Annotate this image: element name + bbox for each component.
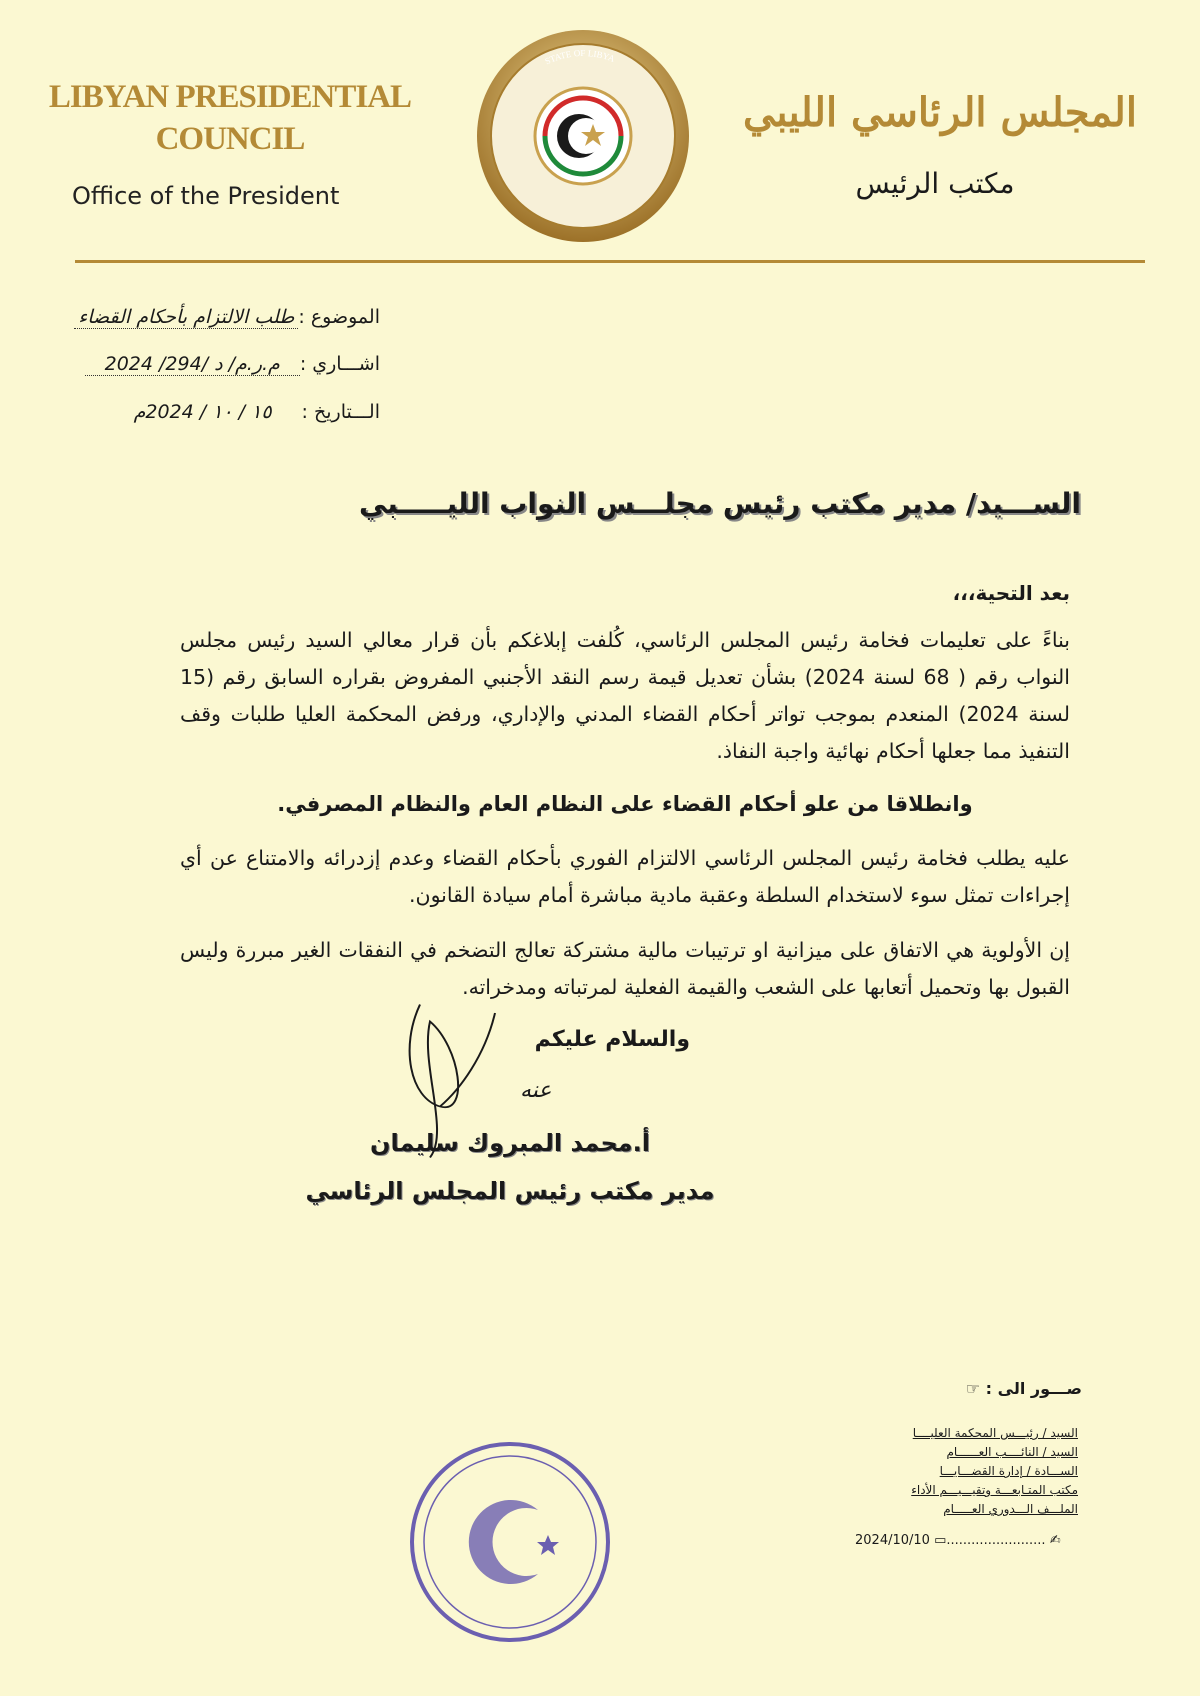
header-divider: [75, 260, 1145, 263]
signatory-title: مدير مكتب رئيس المجلس الرئاسي: [305, 1177, 715, 1205]
cc-label: [966, 1378, 1082, 1400]
cc-item: الســـادة / إدارة القضـــايـــا: [939, 1464, 1078, 1478]
closing: والسلام عليكم: [534, 1027, 690, 1052]
pointing-hand-icon: ☞: [965, 1379, 981, 1398]
cc-label-text: صـــور الى :: [985, 1379, 1082, 1398]
date-label: الـــتاريخ :: [301, 401, 380, 423]
seal-text-top: STATE OF LIBYA: [543, 47, 617, 67]
computer-icon: ▭: [934, 1533, 947, 1548]
reference-line: [85, 352, 380, 376]
ref-label: اشـــاري :: [299, 353, 380, 375]
letterhead-en-subtitle: Office of the President: [72, 182, 340, 210]
letterhead-ar-title: المجلس الرئاسي الليبي: [743, 89, 1137, 136]
cc-list: [911, 1424, 1078, 1519]
on-behalf-note: عنه: [520, 1078, 552, 1103]
date-value: ١٥ / ١٠ / 2024م: [133, 401, 272, 423]
date-line: [104, 400, 380, 424]
en-title-line2: COUNCIL: [155, 121, 305, 157]
cc-item: مكتب المتـابعـــة وتقيـــيـــم الأداء: [911, 1483, 1078, 1497]
cc-item: السيد / رئيـــس المحكمة العليــــا: [912, 1426, 1078, 1440]
cc-item: الملـــف الـــدوري العـــــام: [943, 1502, 1078, 1516]
cc-item: السيد / النائــــب العــــــام: [946, 1445, 1078, 1459]
greeting: بعد التحية،،،: [952, 581, 1070, 605]
state-seal-logo: [475, 28, 691, 244]
letter-body: [180, 578, 1070, 1208]
emphasis-heading: وانطلاقا من علو أحكام القضاء على النظام العام والنظام المصرفي.: [277, 792, 973, 816]
letterhead-en-title: [10, 76, 450, 160]
addressee: الســـيد/ مدير مكتب رئيس مجلـــس النواب الليـــــبي: [358, 487, 1082, 520]
cc-date: 2024/10/10: [855, 1533, 930, 1548]
letterhead-ar-subtitle: مكتب الرئيس: [855, 167, 1015, 200]
paragraph-3: إن الأولوية هي الاتفاق على ميزانية او ترتيبات مالية مشتركة تعالج التضخم في النفقات الغير مبررة وليس القبول بها وتحميل أتعابها على الشعب والقيمة الفعلية لمرتباته ومدخراته.: [180, 938, 1070, 999]
subject-value: طلب الالتزام بأحكام القضاء: [74, 306, 298, 329]
pen-icon: ✍: [1049, 1533, 1061, 1548]
paragraph-2: عليه يطلب فخامة رئيس المجلس الرئاسي الالتزام الفوري بأحكام القضاء وعدم إزدرائه والامتناع عن أي إجراءات تمثل سوء لاستخدام السلطة وعقبة مادية مباشرة أمام سيادة القانون.: [180, 846, 1070, 907]
ref-value: م.ر.م/ د /294/ 2024: [85, 353, 300, 376]
handwritten-signature: [390, 996, 500, 1166]
signatory-name: أ.محمد المبروك سليمان: [370, 1129, 650, 1157]
en-title-line1: LIBYAN PRESIDENTIAL: [48, 79, 412, 115]
paragraph-1: بناءً على تعليمات فخامة رئيس المجلس الرئاسي، كُلفت إبلاغكم بأن قرار معالي السيد رئيس مجلس النواب رقم ( 68 لسنة 2024) بشأن تعديل قيمة رسم النقد الأجنبي المفروض بقراره السابق رقم (15 لسنة 2024) المنعدم بموجب تواتر أحكام القضاء المدني والإداري، ورفض المحكمة العليا طلبات وقف التنفيذ مما جعلها أحكام نهائية واجبة النفاذ.: [180, 628, 1070, 763]
subject-label: الموضوع :: [298, 306, 380, 328]
cc-date-line: 2024/10/10 ▭........................ ✍: [855, 1533, 1061, 1548]
office-stamp: [408, 1440, 613, 1645]
subject-line: [74, 305, 380, 329]
signature-block: [270, 1056, 750, 1208]
